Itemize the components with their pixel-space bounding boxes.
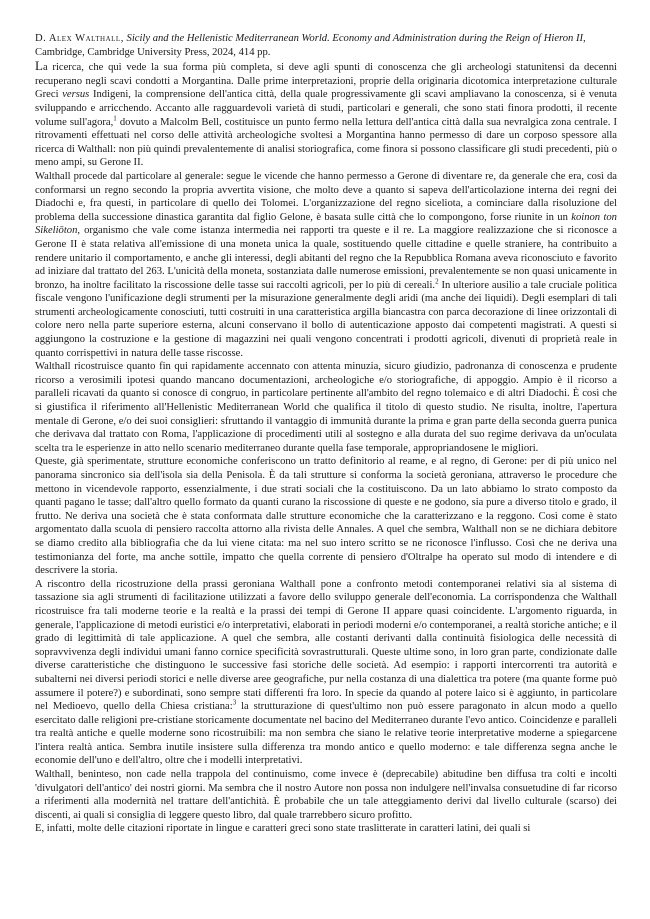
italic-term: koinon ton Sikeliōton xyxy=(35,211,617,237)
paragraph-1 xyxy=(35,59,617,170)
paragraph-3 xyxy=(35,360,617,455)
footnote-marker: 3 xyxy=(232,698,237,707)
paragraph-text: Indigeni, la comprensione dell'antica città, della quale progressivamente gli scavi ampliavano la conoscenza, si è venuta sviluppando e arricchendo. Accanto alle ragguardevoli varietà di studi, particolari e generali, che sono stati finora prodotti, il recente volume sull'agora, xyxy=(35,89,617,128)
paragraph-4 xyxy=(35,455,617,577)
paragraph-6 xyxy=(35,768,617,822)
footnote-marker: 1 xyxy=(113,114,117,123)
review-page xyxy=(35,32,617,836)
footnote-marker: 2 xyxy=(435,277,439,286)
book-publisher: Cambridge, Cambridge University Press, 2024, 414 pp. xyxy=(35,46,271,58)
review-heading xyxy=(35,32,617,59)
book-author: D. Alex Walthall, xyxy=(35,33,124,44)
paragraph-text: la strutturazione di quest'ultimo non può essere paragonato in alcun modo a quello esercitato dalle religioni pre-cristiane storicamente documentate nel bacino del Mediterraneo durante l'evo antico. Coincidenze e paralleli tra realtà antiche e quelle moderne sono ricostruibili: ma non sembra che siano le relative teorie interpretative moderne a spiegarcene l'intera realtà antica. Sembra inutile insistere sulla differenza tra mondo antico e quello moderno: e tale differenza segna anche le economie dell'uno e dell'altro, oltre che i modelli interpretativi. xyxy=(35,701,617,767)
paragraph-text: a ricerca, che qui vede la sua forma più completa, si deve agli spunti di conoscenza che gli archeologi statunitensi da decenni recuperano negli scavi condotti a Morgantina. Dalle prime interpretazioni, proprie della originaria dicotomica interpretazione culturale Greci xyxy=(35,62,617,101)
paragraph-text: Walthall, benintesο, non cade nella trappola del continuismo, come invece è (deprecabile) abitudine ben diffusa tra colti e incolti 'divulgatori dell'antico' dei nostri giorni. Ma sembra che il nostro Autore non possa non indulgere nell'invalsa consuetudine di far ricorso a riferimenti alla modernità nel trattare dell'antichità. È probabile che un tale atteggiamento derivi dal livello culturale (scarso) dei discenti, ai quali si consiglia di leggere questo libro, dal quale trarrebbero sicuro profitto. xyxy=(35,769,617,821)
drop-cap: L xyxy=(35,58,43,74)
paragraph-text: E, infatti, molte delle citazioni riportate in lingue e caratteri greci sono state traslitterate in caratteri latini, dei quali si xyxy=(35,823,531,835)
paragraph-5 xyxy=(35,578,617,768)
paragraph-text: Queste, già sperimentate, strutture economiche conferiscono un tratto definitorio al reame, e al regno, di Gerone: per di più unico nel panorama sincronico sia dell'isola sia della Penisola. È da tali strutture si conforma la società geroniana, attraverso le procedure che mettono in vicendevole rapporto, essenzialmente, i due strati sociali che la costituiscono. Da un lato abbiamo lo strato composto da quanti pagano le tasse; dall'altro quello formato da quanti curano la riscossione di queste e ne godono, sia pure a diverso titolo e grado, il frutto. Ne deriva una società che è stata conformata dalle strutture economiche che la caratterizzano e la reggono. Così come è stato argomentato dalla scuola di pensiero raccolta attorno alla rivista delle Annales. A quel che sembra, Walthall non se ne dichiara debitore se diamo credito alla bibliografia che da lui viene citata: ma nel suo intero scritto se ne riconosce l'influsso. Così che ne deriva una testimonianza del forte, ma anche sottile, impatto che quella corrente di pensiero d'Oltralpe ha operato sul modo di intendere e di descrivere la storia. xyxy=(35,456,617,577)
paragraph-text: Walthall procede dal particolare al generale: segue le vicende che hanno permesso a Gerone di diventare re, da generale che era, così da conformarsi un regno secondo la propria avvertita visione, che molto deve a quanto si sapeva dell'articolazione interna dei regni dei Diadochi e, fra questi, in particolare di quello dei Tolomei. L'organizzazione del regno siceliota, a cominciare dalla risoluzione del problema della successione dinastica garantita dal figlio Gelone, è basata sulle città che lo compongono, forse riunite in un xyxy=(35,170,617,223)
paragraph-text: , organismo che vale come istanza intermedia nei rapporti tra queste e il re. La maggiore realizzazione che si riconosce a Gerone II è stata relativa all'emissione di una moneta unica la quale, sostituendo quelle cittadine e quelle straniere, ha contribuito a rendere unitario il comportamento, e anche gli interessi, degli abitanti del regno che la Repubblica Romana aveva riconosciuto e favorito ad iniziare dal trattato del 263. L'unicità della moneta, sostanziata dalle numerose emissioni, prevalentemente se non quasi unicamente in bronzo, ha inoltre facilitato la riscossione delle tasse sui raccolti agricoli, per lo più di cereali. xyxy=(35,225,617,291)
paragraph-text: Walthall ricostruisce quanto fin qui rapidamente accennato con attenta minuzia, sicuro giudizio, padronanza di conoscenza e prudente ricorso a verosimili ipotesi quando mancano documentazioni, archeologiche e/o storiografiche, di appoggio. Ampio è il ricorso a paralleli ricavati da quanto si conosce di congruo, in particolare pertinente all'ambito del regno tolemaico e di altri Diadochi. È così che si giustifica il riferimento all'Hellenistic Mediterranean World che qualifica il titolo di questo studio. Ne risulta, inoltre, l'apertura mentale di Gerone, e/o dei suoi consiglieri: sfruttando il vantaggio di immunità durante la prima e gran parte della seconda guerra punica che derivava dal trattato con Roma, l'applicazione di procedimenti utili al sostegno e alla durata del suo regime derivava da un'oculata scelta tra le esperienze in atto nello scenario mediterraneo durante quella fase temporale, appropriandosene le migliori. xyxy=(35,361,617,454)
paragraph-7 xyxy=(35,822,617,836)
paragraph-text: dovuto a Malcolm Bell, costituisce un punto fermo nella lettura dell'antica città dalla sua nevralgica zona centrale. I ritrovamenti effettuati nel corso delle attività archeologiche svoltesi a Morgantina hanno permesso di dare un corposo spessore alla ricerca di Walthall: non più quindi prevalentemente di analisi storiografica, come finora si possono classificare gli studi precedenti, più o meno ampi, su Gerone II. xyxy=(35,116,617,169)
paragraph-text: A riscontro della ricostruzione della prassi geroniana Walthall pone a confronto metodi contemporanei relativi sia al sistema di tassazione sia agli strumenti di facilitazione utilizzati a favore dello sviluppo generale dell'economia. La corrispondenza che Walthall ricostruisce fra tali moderne teorie e la realtà e la prassi dei tempi di Gerone II appare quasi coincidente. L'argomento riguarda, in generale, l'applicazione di metodi euristici e/o interpretativi, elaborati in periodi moderni e/o contemporanei, a realtà storiche antiche; e il grado di legittimità di tale applicazione. A quel che sembra, alle costanti derivanti dalla continuità fisiologica delle necessità di sopravvivenza degli individui umani fanno cornice specificità sovrastrutturali. Queste ultime sono, in loro gran parte, condizionate dalle diverse caratteristiche che distinguono le successive fasi storiche delle società. Ad esempio: i rapporti intercorrenti tra autorità e subalterni nei diversi periodi storici e nelle diverse aree geografiche, pur nella costanza di una dialettica tra potere (ma quante forme può assumere il potere?) e subordinati, sono sempre stati differenti fra loro. In specie da quando al potere laico si è aggiunto, in particolare nel Medioevo, quello della Chiesa cristiana: xyxy=(35,578,617,713)
book-title: Sicily and the Hellenistic Mediterranean World. Economy and Administration during the Reign of Hieron II, xyxy=(126,33,586,44)
italic-term: versus xyxy=(62,89,90,101)
paragraph-text: In ulteriore ausilio a tale cruciale politica fiscale vengono l'unificazione degli strumenti per la misurazione generalmente degli aridi (ma anche dei liquidi). Degli esemplari di tali strumenti archeologicamente conosciuti, tutti costruiti in una caratteristica argilla biancastra con parca decorazione di linee orizzontali di colore nero nella parte superiore esterna, alcuni conservano il bollo di autenticazione apposto dai competenti magistrati. A questi si aggiungono la costruzione e la gestione di magazzini nei quali vengono concentrati i prodotti agricoli, divenuti di proprietà reale in quanto corrispettivi in natura delle tasse riscosse. xyxy=(35,279,617,359)
paragraph-2 xyxy=(35,170,617,360)
